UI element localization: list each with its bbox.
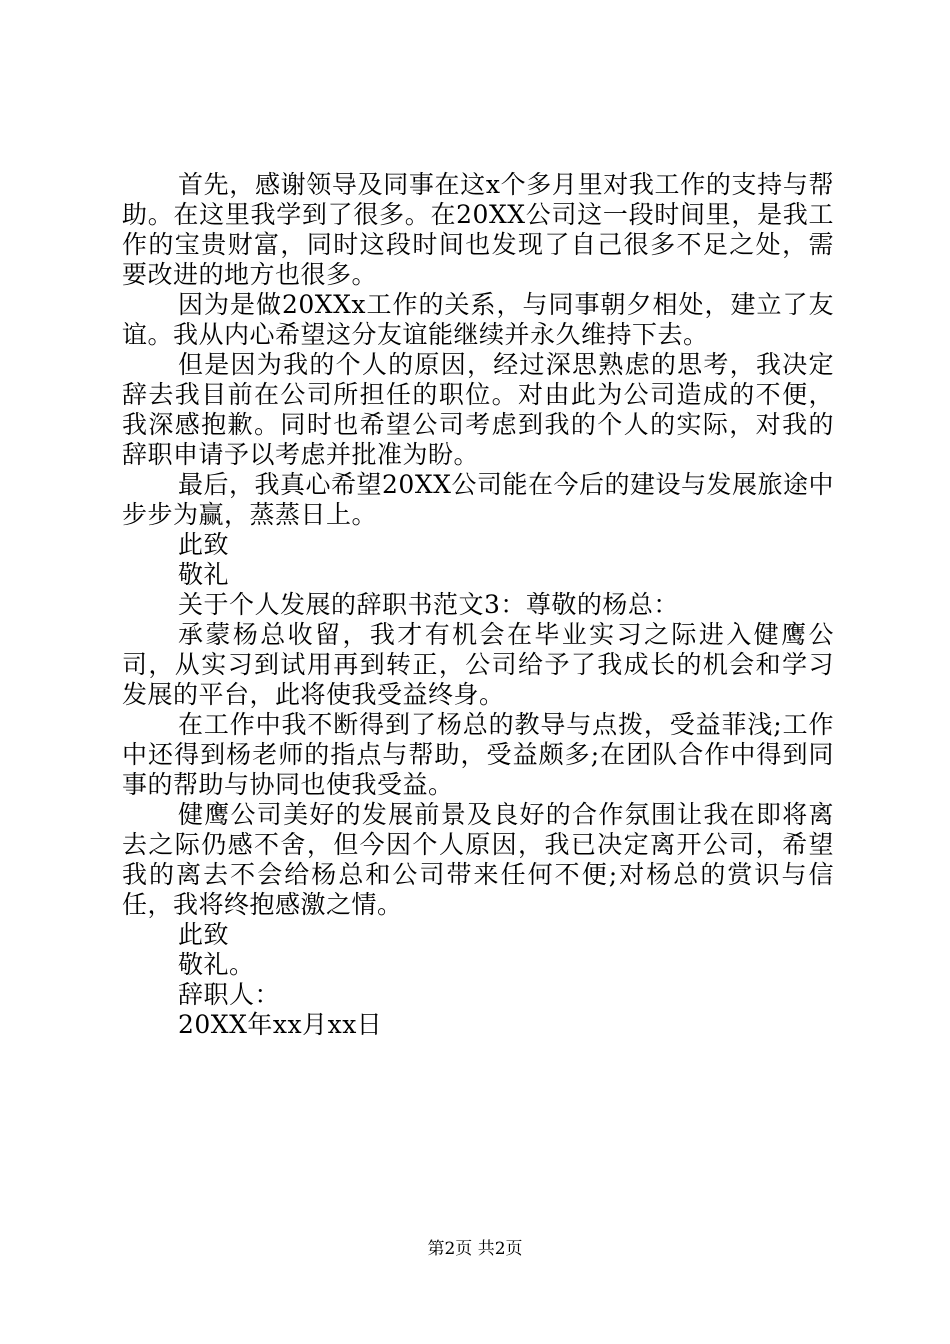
closing-regards: 敬礼 xyxy=(178,560,230,589)
paragraph-friendship: 因为是做20XXx工作的关系，与同事朝夕相处，建立了友谊。我从内心希望这分友谊能继续并永久维持下去。 xyxy=(122,290,834,349)
closing-regards-2: 敬礼。 xyxy=(178,950,255,979)
paragraph-departure: 健鹰公司美好的发展前景及良好的合作氛围让我在即将离去之际仍感不舍，但今因个人原因，我已决定离开公司，希望我的离去不会给杨总和公司带来任何不便;对杨总的赏识与信任，我将终抱感激之情。 xyxy=(122,800,834,919)
sample-heading: 关于个人发展的辞职书范文3：尊敬的杨总： xyxy=(178,590,679,619)
closing-salutation-2: 此致 xyxy=(178,920,230,949)
closing-salutation: 此致 xyxy=(178,530,230,559)
document-body xyxy=(122,170,834,1040)
document-date: 20XX年xx月xx日 xyxy=(178,1010,383,1039)
paragraph-thanks: 首先，感谢领导及同事在这x个多月里对我工作的支持与帮助。在这里我学到了很多。在20XX公司这一段时间里，是我工作的宝贵财富，同时这段时间也发现了自己很多不足之处，需要改进的地方也很多。 xyxy=(122,170,834,289)
page-footer xyxy=(0,1238,950,1260)
paragraph-best-wishes: 最后，我真心希望20XX公司能在今后的建设与发展旅途中步步为赢，蒸蒸日上。 xyxy=(122,470,834,529)
paragraph-gratitude: 承蒙杨总收留，我才有机会在毕业实习之际进入健鹰公司，从实习到试用再到转正，公司给予了我成长的机会和学习发展的平台，此将使我受益终身。 xyxy=(122,620,834,709)
page-number: 第2页 共2页 xyxy=(427,1239,523,1259)
signature-label: 辞职人： xyxy=(178,980,281,1009)
paragraph-guidance: 在工作中我不断得到了杨总的教导与点拨，受益菲浅;工作中还得到杨老师的指点与帮助，受益颇多;在团队合作中得到同事的帮助与协同也使我受益。 xyxy=(122,710,834,799)
paragraph-resignation-reason: 但是因为我的个人的原因，经过深思熟虑的思考，我决定辞去我目前在公司所担任的职位。对由此为公司造成的不便，我深感抱歉。同时也希望公司考虑到我的个人的实际，对我的辞职申请予以考虑并批准为盼。 xyxy=(122,350,834,469)
